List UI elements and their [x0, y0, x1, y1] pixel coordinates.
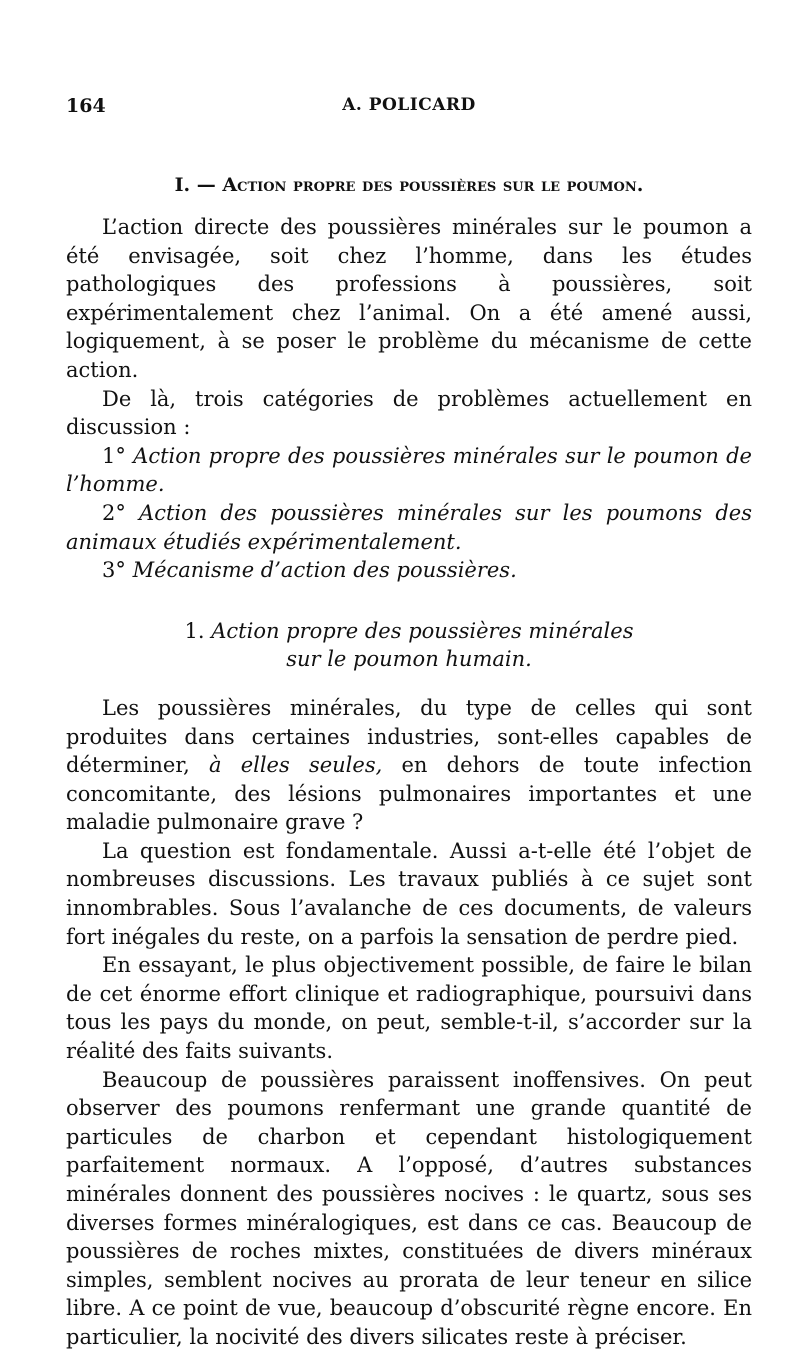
list-item-2 [66, 499, 752, 556]
page-number: 164 [66, 95, 106, 117]
body-paragraph-1-emphasis: à elles seules, [208, 753, 383, 778]
list-item-number: 2° [102, 500, 126, 525]
list-item-text: Mécanisme d’action des poussières. [132, 558, 517, 583]
list-item-text: Action des poussières minérales sur les poumons des animaux étudiés expérimentalement. [66, 500, 752, 554]
list-item-text: Action propre des poussières minérales sur le poumon de l’homme. [66, 443, 752, 497]
subsection-title [66, 617, 752, 674]
list-item-3 [66, 556, 752, 585]
section-numeral: I. — [174, 174, 216, 196]
subsection-number: 1. [184, 618, 205, 643]
subsection-title-line-2: sur le poumon humain. [286, 647, 532, 672]
body-paragraph-4: Beaucoup de poussières paraissent inoffensives. On peut observer des poumons renfermant une grande quantité de particules de charbon et cependant histologiquement parfaitement normaux. A l’opposé, d’autres substances minérales donnent des poussières nocives : le quartz, sous ses diverses formes minéralogiques, est dans ce cas. Beaucoup de poussières de roches mixtes, constituées de divers minéraux simples, semblent nocives au prorata de leur teneur en silice libre. A ce point de vue, beaucoup d’obscurité règne encore. En particulier, la nocivité des divers silicates reste à préciser. [66, 1067, 752, 1349]
body-paragraph-1 [66, 694, 752, 837]
running-head [66, 95, 752, 129]
book-page [66, 95, 752, 1352]
list-item-1 [66, 442, 752, 499]
body-paragraph-1-part-b: en dehors de toute infection concomitante, des lésions pulmonaires importantes et une maladie pulmonaire grave ? [66, 753, 752, 835]
subsection-title-line-1 [66, 617, 752, 646]
intro-paragraph-2: De là, trois catégories de problèmes actuellement en discussion : [66, 386, 752, 440]
section-title [66, 171, 752, 199]
running-head-author: A. POLICARD [342, 95, 476, 115]
list-item-number: 3° [102, 558, 126, 583]
intro-paragraph-1: L’action directe des poussières minérales sur le poumon a été envisagée, soit chez l’homme, dans les études pathologiques des professions à poussières, soit expérimentalement chez l’animal. On a été amené aussi, logiquement, à se poser le problème du mécanisme de cette action. [66, 215, 752, 382]
body-paragraph-2: La question est fondamentale. Aussi a-t-elle été l’objet de nombreuses discussions. Les travaux publiés à ce sujet sont innombrables. Sous l’avalanche de ces documents, de valeurs fort inégales du reste, on a parfois la sensation de perdre pied. [66, 838, 752, 949]
body-paragraph-3: En essayant, le plus objectivement possible, de faire le bilan de cet énorme effort clinique et radiographique, poursuivi dans tous les pays du monde, on peut, semble-t-il, s’accorder sur la réalité des faits suivants. [66, 953, 752, 1064]
list-item-number: 1° [102, 443, 126, 468]
subsection-title-text-1: Action propre des poussières minérales [211, 618, 634, 643]
section-title-text: Action propre des poussières sur le poumon. [222, 174, 644, 196]
body-paragraph-1-part-a: Les poussières minérales, du type de celles qui sont produites dans certaines industries, sont-elles capables de déterminer, [66, 695, 752, 778]
